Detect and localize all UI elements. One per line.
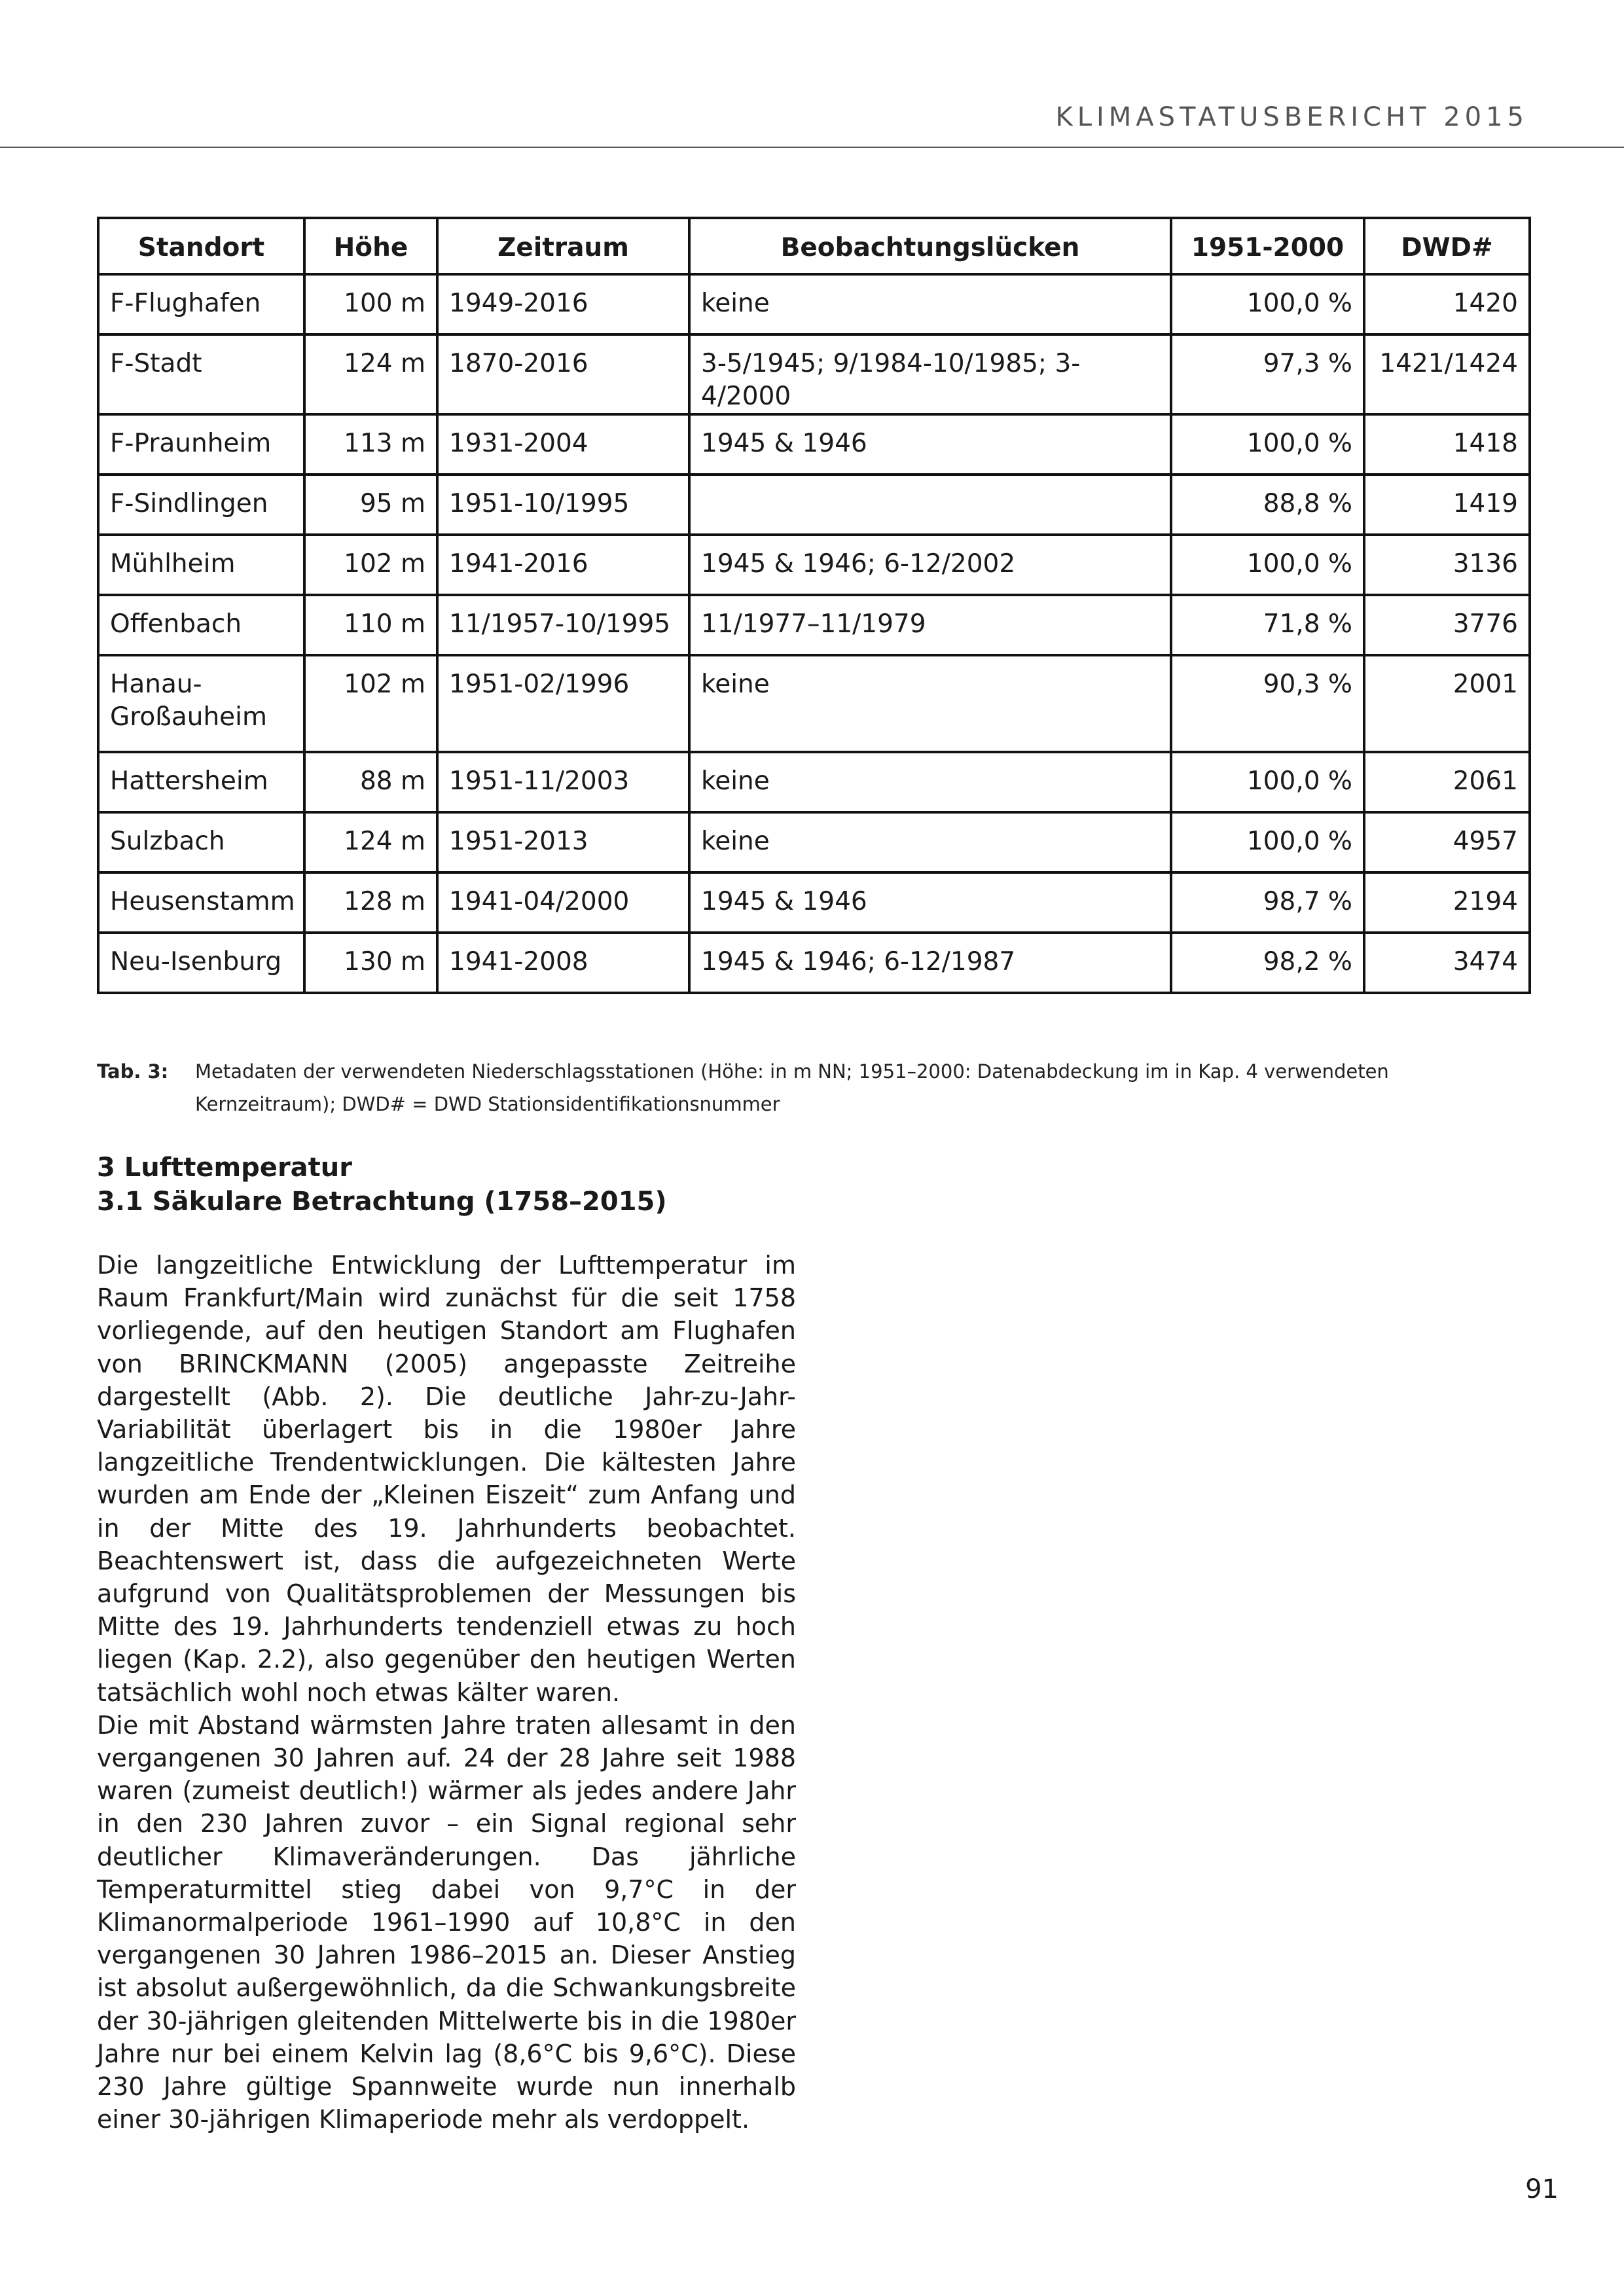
cell-hoehe: 110 m <box>304 595 437 655</box>
cell-hoehe: 124 m <box>304 334 437 414</box>
cell-standort: Hanau-Großauheim <box>98 655 304 752</box>
cell-luecken: 11/1977–11/1979 <box>689 595 1171 655</box>
cell-zeitraum: 1941-04/2000 <box>437 872 689 933</box>
cell-dwd: 1420 <box>1364 274 1530 334</box>
cell-standort: F-Flughafen <box>98 274 304 334</box>
cell-standort: Heusenstamm <box>98 872 304 933</box>
cell-zeitraum: 1951-10/1995 <box>437 475 689 535</box>
cell-luecken: 1945 & 1946 <box>689 872 1171 933</box>
cell-dwd: 3474 <box>1364 933 1530 993</box>
column-header: DWD# <box>1364 218 1530 274</box>
cell-hoehe: 95 m <box>304 475 437 535</box>
cell-zeitraum: 1951-11/2003 <box>437 752 689 812</box>
cell-standort: F-Sindlingen <box>98 475 304 535</box>
section-heading: 3 Lufttemperatur <box>97 1153 352 1183</box>
cell-dwd: 1421/1424 <box>1364 334 1530 414</box>
cell-standort: Offenbach <box>98 595 304 655</box>
table-row <box>98 872 1530 933</box>
section-subheading: 3.1 Säkulare Betrachtung (1758–2015) <box>97 1187 667 1217</box>
cell-abdeckung: 98,2 % <box>1171 933 1364 993</box>
column-header: 1951-2000 <box>1171 218 1364 274</box>
cell-dwd: 2061 <box>1364 752 1530 812</box>
column-header: Standort <box>98 218 304 274</box>
cell-luecken: 1945 & 1946; 6-12/1987 <box>689 933 1171 993</box>
header-rule <box>0 147 1624 148</box>
caption-label: Tab. 3: <box>97 1060 169 1083</box>
cell-hoehe: 113 m <box>304 414 437 475</box>
cell-dwd: 2194 <box>1364 872 1530 933</box>
cell-abdeckung: 100,0 % <box>1171 274 1364 334</box>
cell-hoehe: 102 m <box>304 535 437 595</box>
table-row <box>98 334 1530 414</box>
table-row <box>98 475 1530 535</box>
cell-zeitraum: 1941-2008 <box>437 933 689 993</box>
cell-abdeckung: 100,0 % <box>1171 812 1364 872</box>
cell-zeitraum: 1941-2016 <box>437 535 689 595</box>
cell-abdeckung: 98,7 % <box>1171 872 1364 933</box>
table-row <box>98 274 1530 334</box>
cell-dwd: 1418 <box>1364 414 1530 475</box>
table-row <box>98 752 1530 812</box>
cell-zeitraum: 1931-2004 <box>437 414 689 475</box>
cell-hoehe: 130 m <box>304 933 437 993</box>
body-text <box>97 1249 796 2136</box>
cell-dwd: 4957 <box>1364 812 1530 872</box>
cell-dwd: 3776 <box>1364 595 1530 655</box>
cell-zeitraum: 1949-2016 <box>437 274 689 334</box>
cell-luecken: keine <box>689 274 1171 334</box>
column-header: Beobachtungslücken <box>689 218 1171 274</box>
cell-luecken: 3-5/1945; 9/1984-10/1985; 3-4/2000 <box>689 334 1171 414</box>
page-number: 91 <box>1525 2174 1559 2204</box>
cell-standort: Neu-Isenburg <box>98 933 304 993</box>
cell-luecken: keine <box>689 752 1171 812</box>
cell-standort: Sulzbach <box>98 812 304 872</box>
paragraph: Die mit Abstand wärmsten Jahre traten allesamt in den vergangenen 30 Jahren auf. 24 der 28 Jahre seit 1988 waren (zumeist deutlich!) wärmer als jedes andere Jahr in den 230 Jahren zuvor – ein Signal regional sehr deutlicher Klimaveränderungen. Das jährliche Temperaturmittel stieg dabei von 9,7°C in der Klimanormalperiode 1961–1990 auf 10,8°C in den vergangenen 30 Jahren 1986–2015 an. Dieser Anstieg ist absolut außergewöhnlich, da die Schwankungsbreite der 30-jährigen gleitenden Mittelwerte bis in die 1980er Jahre nur bei einem Kelvin lag (8,6°C bis 9,6°C). Diese 230 Jahre gültige Spannweite wurde nun innerhalb einer 30-jährigen Klimaperiode mehr als verdoppelt. <box>97 1710 796 2134</box>
cell-zeitraum: 11/1957-10/1995 <box>437 595 689 655</box>
cell-abdeckung: 100,0 % <box>1171 752 1364 812</box>
header-title: KLIMASTATUSBERICHT 2015 <box>1055 102 1528 132</box>
cell-zeitraum: 1870-2016 <box>437 334 689 414</box>
column-header: Zeitraum <box>437 218 689 274</box>
cell-hoehe: 102 m <box>304 655 437 752</box>
cell-abdeckung: 100,0 % <box>1171 414 1364 475</box>
cell-dwd: 1419 <box>1364 475 1530 535</box>
table-row <box>98 595 1530 655</box>
cell-hoehe: 100 m <box>304 274 437 334</box>
cell-luecken: 1945 & 1946; 6-12/2002 <box>689 535 1171 595</box>
cell-standort: Mühlheim <box>98 535 304 595</box>
table-row <box>98 933 1530 993</box>
cell-luecken <box>689 475 1171 535</box>
table-row <box>98 414 1530 475</box>
cell-standort: F-Praunheim <box>98 414 304 475</box>
cell-standort: Hattersheim <box>98 752 304 812</box>
cell-luecken: 1945 & 1946 <box>689 414 1171 475</box>
cell-dwd: 2001 <box>1364 655 1530 752</box>
cell-abdeckung: 71,8 % <box>1171 595 1364 655</box>
cell-standort: F-Stadt <box>98 334 304 414</box>
table-row <box>98 535 1530 595</box>
column-header: Höhe <box>304 218 437 274</box>
cell-luecken: keine <box>689 812 1171 872</box>
caption-text: Metadaten der verwendeten Niederschlagsstationen (Höhe: in m NN; 1951–2000: Datenabdeckung im in Kap. 4 verwendeten Kernzeitraum); DWD# = DWD Stationsidentifikationsnummer <box>195 1060 1389 1115</box>
cell-hoehe: 88 m <box>304 752 437 812</box>
cell-hoehe: 124 m <box>304 812 437 872</box>
cell-luecken: keine <box>689 655 1171 752</box>
cell-abdeckung: 90,3 % <box>1171 655 1364 752</box>
table-header-row <box>98 218 1530 274</box>
cell-zeitraum: 1951-02/1996 <box>437 655 689 752</box>
cell-hoehe: 128 m <box>304 872 437 933</box>
table-row <box>98 812 1530 872</box>
cell-abdeckung: 97,3 % <box>1171 334 1364 414</box>
cell-abdeckung: 88,8 % <box>1171 475 1364 535</box>
stations-table <box>97 217 1531 994</box>
cell-abdeckung: 100,0 % <box>1171 535 1364 595</box>
cell-zeitraum: 1951-2013 <box>437 812 689 872</box>
table-caption <box>97 1055 1471 1121</box>
cell-dwd: 3136 <box>1364 535 1530 595</box>
paragraph: Die langzeitliche Entwicklung der Lufttemperatur im Raum Frankfurt/Main wird zunächst für die seit 1758 vorliegende, auf den heutigen Standort am Flughafen von BRINCKMANN (2005) angepasste Zeitreihe dargestellt (Abb. 2). Die deutliche Jahr-zu-Jahr-Variabilität überlagert bis in die 1980er Jahre langzeitliche Trendentwicklungen. Die kältesten Jahre wurden am Ende der „Kleinen Eiszeit“ zum Anfang und in der Mitte des 19. Jahrhunderts beobachtet. Beachtenswert ist, dass die aufgezeichneten Werte aufgrund von Qualitätsproblemen der Messungen bis Mitte des 19. Jahrhunderts tendenziell etwas zu hoch liegen (Kap. 2.2), also gegenüber den heutigen Werten tatsächlich wohl noch etwas kälter waren. <box>97 1251 796 1707</box>
table-row <box>98 655 1530 752</box>
